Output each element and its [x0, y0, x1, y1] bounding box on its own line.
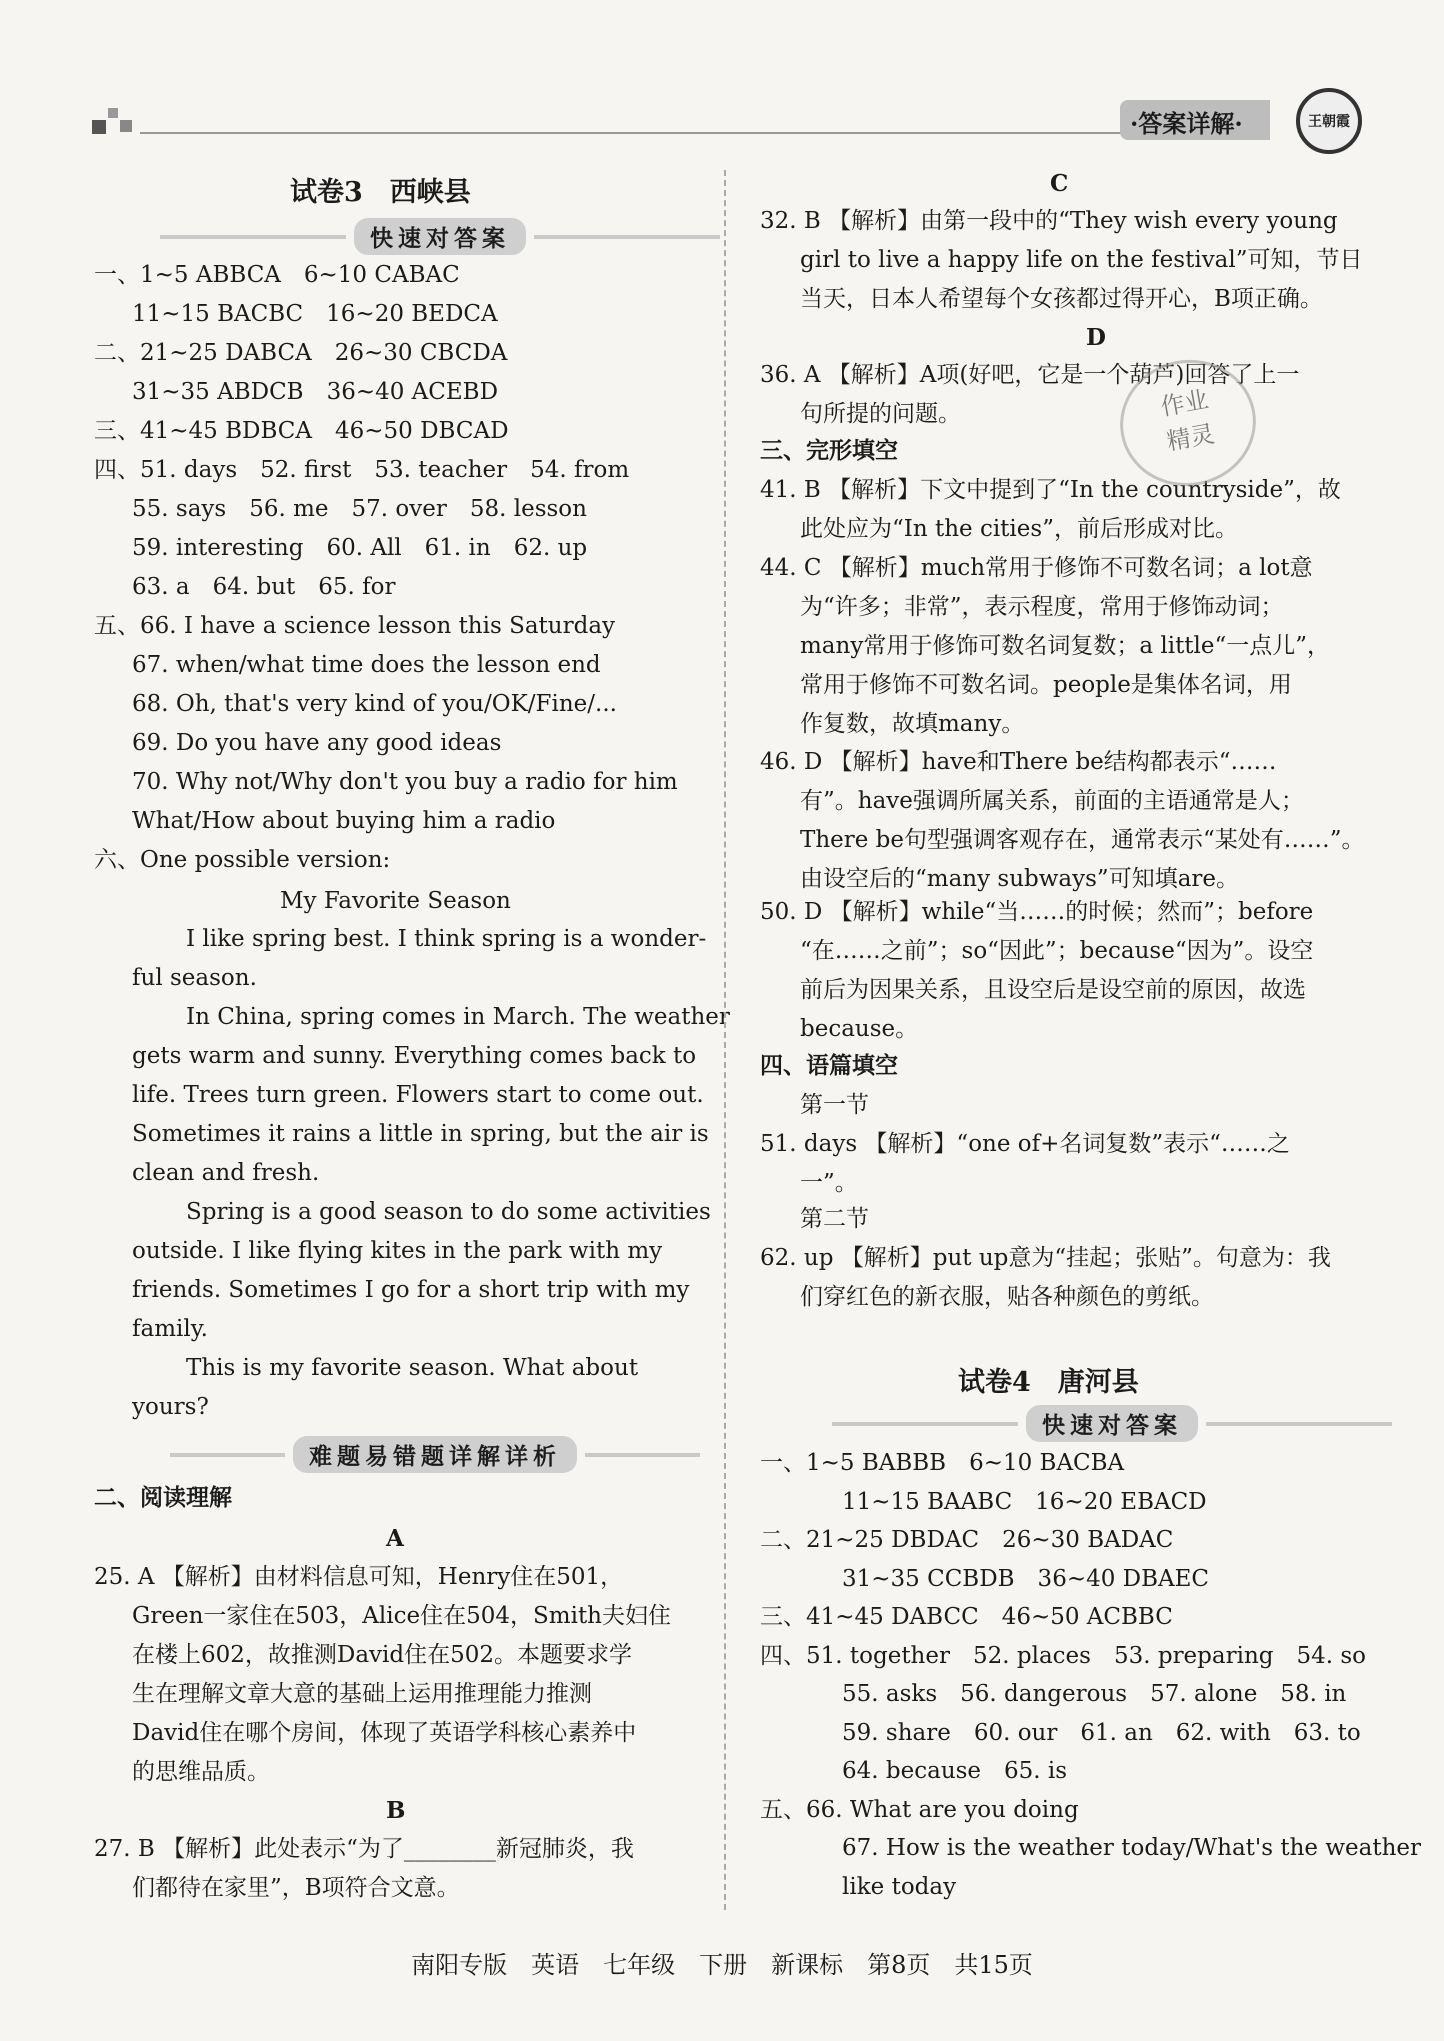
left-lines-line: What/How about buying him a radio — [132, 808, 556, 834]
q32-line: 当天，日本人希望每个女孩都过得开心，B项正确。 — [800, 286, 1323, 312]
essay-line: family. — [132, 1316, 208, 1342]
section-reading: 二、阅读理解 — [94, 1485, 232, 1511]
q44-line: 作复数，故填many。 — [800, 711, 1025, 737]
header-label-text: ·答案详解· — [1130, 109, 1243, 138]
q25-line: 25. A 【解析】由材料信息可知，Henry住在501， — [94, 1564, 624, 1590]
q62-line: 们穿红色的新衣服，贴各种颜色的剪纸。 — [800, 1284, 1214, 1310]
paper3-title: 试卷3 西峡县 — [290, 177, 471, 208]
essay-line: friends. Sometimes I go for a short trip with my — [132, 1277, 690, 1303]
essay-line: gets warm and sunny. Everything comes back to — [132, 1043, 697, 1069]
page-footer: 南阳专版 英语 七年级 下册 新课标 第8页 共15页 — [411, 1951, 1033, 1979]
section-passage-fill: 四、语篇填空 — [760, 1053, 898, 1079]
part-a-label: A — [386, 1525, 404, 1552]
q46-line: 由设空后的“many subways”可知填are。 — [800, 866, 1240, 892]
essay-line: clean and fresh. — [132, 1160, 320, 1186]
left-lines-line: 68. Oh, that's very kind of you/OK/Fine/... — [132, 691, 617, 717]
part2-label: 第二节 — [800, 1206, 869, 1232]
right-lines-line: 五、66. What are you doing — [760, 1796, 1079, 1823]
q50-line: “在……之前”；so“因此”；because“因为”。设空 — [800, 938, 1314, 964]
q25-line: 的思维品质。 — [132, 1759, 270, 1785]
essay-line: Sometimes it rains a little in spring, but the air is — [132, 1121, 709, 1147]
banner-label: 快速对答案 — [1026, 1405, 1198, 1442]
right-lines-line: 二、21~25 DBDAC 26~30 BADAC — [760, 1527, 1174, 1553]
right-lines-line: 67. How is the weather today/What's the weather — [842, 1835, 1421, 1861]
right-lines-line: 31~35 CCBDB 36~40 DBAEC — [842, 1565, 1210, 1592]
q46-line: There be句型强调客观存在，通常表示“某处有……”。 — [800, 827, 1365, 853]
essay-line: outside. I like flying kites in the park with my — [132, 1238, 663, 1264]
left-lines-line: 69. Do you have any good ideas — [132, 730, 502, 756]
q46-line: 46. D 【解析】have和There be结构都表示“…… — [760, 749, 1277, 775]
right-lines-line: 三、41~45 DABCC 46~50 ACBBC — [760, 1604, 1173, 1630]
right-lines-line: 59. share 60. our 61. an 62. with 63. to — [842, 1719, 1361, 1746]
q25-line: 生在理解文章大意的基础上运用推理能力推测 — [132, 1681, 592, 1707]
banner-label: 快速对答案 — [354, 218, 526, 255]
essay-line: life. Trees turn green. Flowers start to come out. — [132, 1082, 704, 1108]
q51-line: 一”。 — [800, 1170, 858, 1196]
section-cloze: 三、完形填空 — [760, 438, 898, 464]
right-lines-line: 11~15 BAABC 16~20 EBACD — [842, 1488, 1207, 1515]
left-lines-line: 一、1~5 ABBCA 6~10 CABAC — [94, 262, 460, 288]
right-lines-line: 64. because 65. is — [842, 1758, 1068, 1784]
left-lines-line: 59. interesting 60. All 61. in 62. up — [132, 535, 588, 561]
part-b-label: B — [386, 1797, 406, 1824]
q44-line: 常用于修饰不可数名词。people是集体名词，用 — [800, 672, 1292, 698]
q44-line: 44. C 【解析】much常用于修饰不可数名词；a lot意 — [760, 555, 1313, 581]
q41-line: 41. B 【解析】下文中提到了“In the countryside”，故 — [760, 477, 1341, 503]
essay-line: ful season. — [132, 965, 257, 991]
q41-line: 此处应为“In the cities”，前后形成对比。 — [800, 516, 1238, 542]
right-lines-line: like today — [842, 1873, 957, 1900]
essay-line: This is my favorite season. What about — [186, 1355, 639, 1381]
q50-line: 前后为因果关系，且设空后是设空前的原因，故选 — [800, 977, 1306, 1003]
essay-line: yours? — [132, 1394, 209, 1420]
left-lines-line: 五、66. I have a science lesson this Saturday — [94, 613, 616, 639]
left-lines-line: 70. Why not/Why don't you buy a radio for him — [132, 769, 678, 795]
header-rule — [140, 132, 1260, 134]
left-lines-line: 四、51. days 52. first 53. teacher 54. from — [94, 457, 630, 483]
q27-line: 27. B 【解析】此处表示“为了________新冠肺炎，我 — [94, 1836, 634, 1862]
essay-line: In China, spring comes in March. The weather — [186, 1004, 730, 1030]
q25-line: 在楼上602，故推测David住在502。本题要求学 — [132, 1642, 633, 1668]
right-lines-line: 一、1~5 BABBB 6~10 BACBA — [760, 1450, 1125, 1476]
left-lines-line: 三、41~45 BDBCA 46~50 DBCAD — [94, 418, 509, 444]
q44-line: many常用于修饰可数名词复数；a little“一点儿”， — [800, 633, 1331, 659]
left-lines-line: 二、21~25 DABCA 26~30 CBCDA — [94, 340, 508, 366]
left-lines-line: 11~15 BACBC 16~20 BEDCA — [132, 301, 498, 327]
q50-line: 50. D 【解析】while“当……的时候；然而”；before — [760, 899, 1314, 925]
essay-title: My Favorite Season — [280, 888, 511, 914]
right-lines-line: 55. asks 56. dangerous 57. alone 58. in — [842, 1681, 1347, 1707]
part1-label: 第一节 — [800, 1092, 869, 1118]
left-lines-line: 六、One possible version: — [94, 847, 391, 873]
banner-label: 难题易错题详解详析 — [293, 1436, 577, 1473]
q36-line: 36. A 【解析】A项(好吧，它是一个葫芦)回答了上一 — [760, 362, 1300, 388]
part-c-label: C — [1050, 170, 1069, 197]
left-lines-line: 63. a 64. but 65. for — [132, 574, 396, 600]
logo-badge — [1296, 88, 1362, 154]
corner-squares — [92, 108, 132, 138]
q44-line: 为“许多；非常”，表示程度，常用于修饰动词； — [800, 594, 1284, 620]
q32-line: 32. B 【解析】由第一段中的“They wish every young — [760, 208, 1338, 234]
analysis-banner — [170, 1436, 700, 1473]
quick-answers-banner-2 — [832, 1405, 1392, 1442]
part-d-label: D — [1086, 324, 1106, 351]
stamp-line1: 作业 — [1158, 385, 1211, 422]
quick-answers-banner — [160, 218, 720, 255]
q51-line: 51. days 【解析】“one of+名词复数”表示“……之 — [760, 1131, 1290, 1157]
q46-line: 有”。have强调所属关系，前面的主语通常是人； — [800, 788, 1304, 814]
q25-line: Green一家住在503，Alice住在504，Smith夫妇住 — [132, 1603, 671, 1629]
q27-line: 们都待在家里”，B项符合文意。 — [132, 1875, 460, 1901]
left-lines-line: 31~35 ABDCB 36~40 ACEBD — [132, 379, 499, 405]
column-divider — [724, 170, 726, 1910]
essay-line: Spring is a good season to do some activities — [186, 1199, 711, 1225]
logo-text: 王朝霞 — [1308, 114, 1350, 130]
stamp-line2: 精灵 — [1164, 419, 1217, 456]
q36-line: 句所提的问题。 — [800, 401, 961, 427]
essay-line: I like spring best. I think spring is a wonder- — [186, 926, 707, 952]
q25-line: David住在哪个房间，体现了英语学科核心素养中 — [132, 1720, 637, 1746]
q50-line: because。 — [800, 1016, 919, 1042]
q62-line: 62. up 【解析】put up意为“挂起；张贴”。句意为：我 — [760, 1245, 1331, 1271]
paper4-title: 试卷4 唐河县 — [958, 1367, 1139, 1398]
left-lines-line: 55. says 56. me 57. over 58. lesson — [132, 496, 587, 522]
q32-line: girl to live a happy life on the festival”可知，节日 — [800, 247, 1363, 273]
right-lines-line: 四、51. together 52. places 53. preparing 54. so — [760, 1642, 1367, 1669]
left-lines-line: 67. when/what time does the lesson end — [132, 652, 601, 678]
